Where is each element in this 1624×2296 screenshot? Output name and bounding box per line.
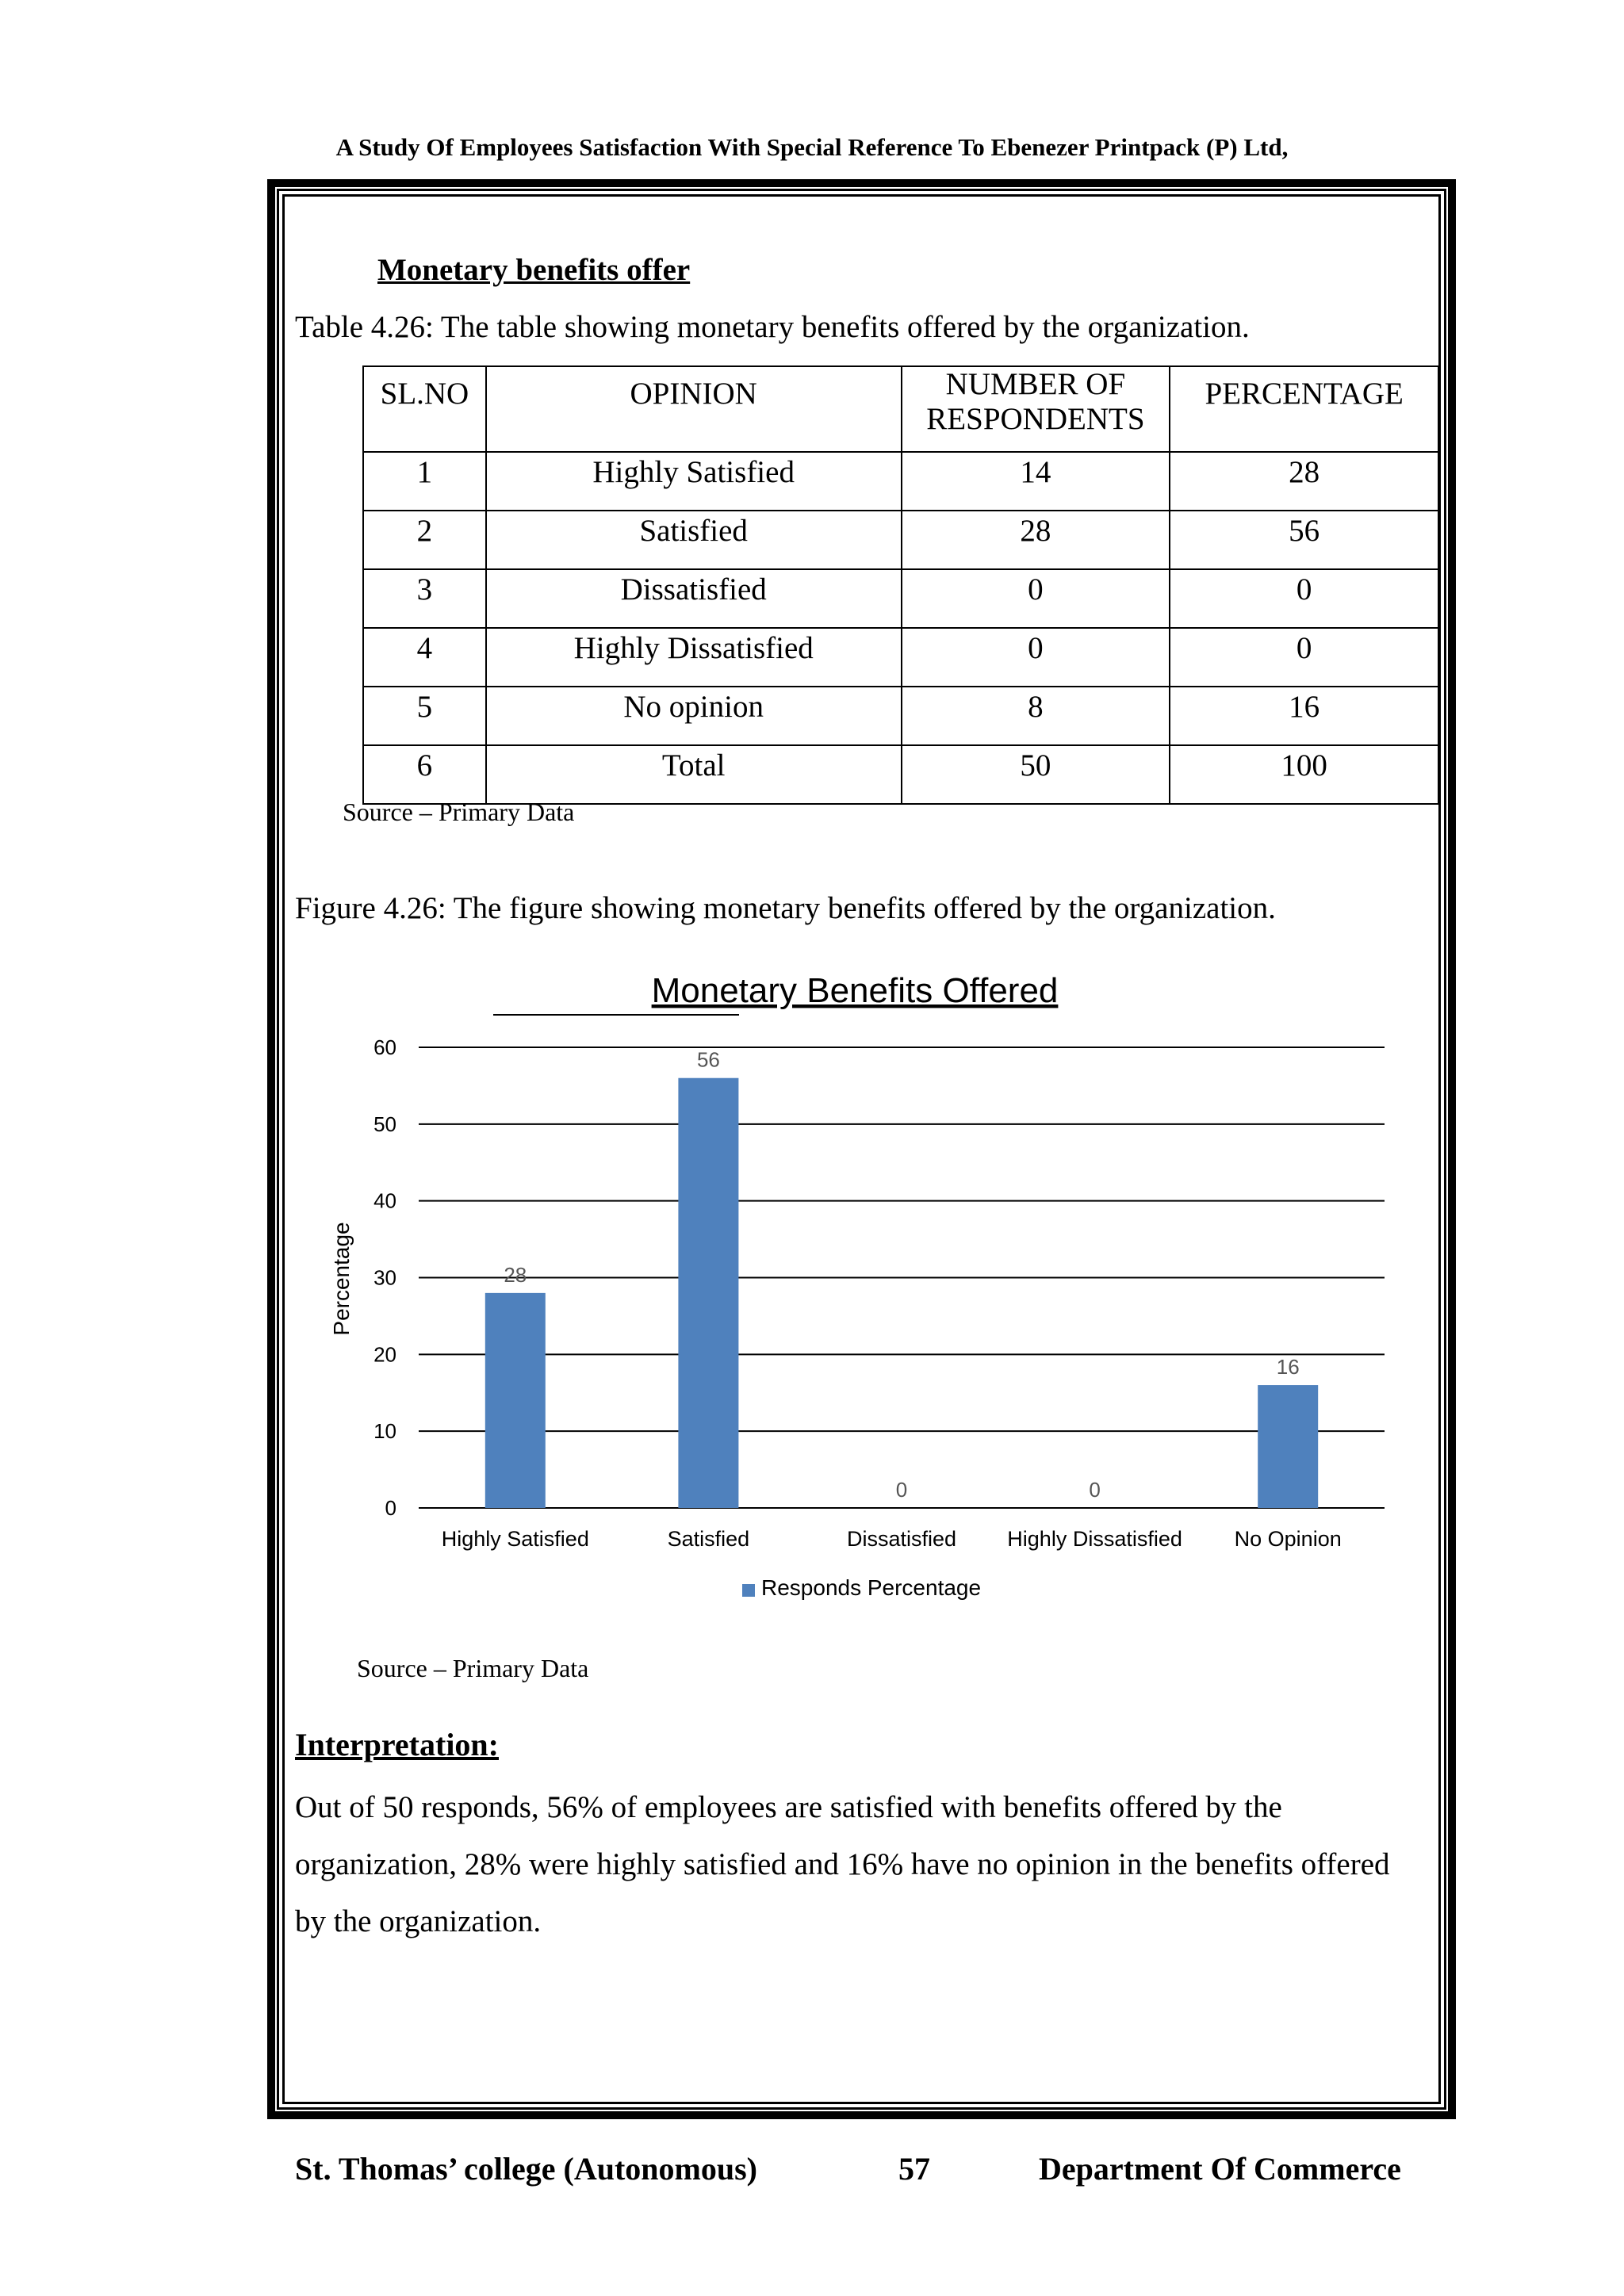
cell-opinion: Total (486, 745, 902, 804)
data-labels (504, 1048, 1299, 1502)
bar (485, 1293, 546, 1508)
cell-slno: 3 (363, 569, 486, 628)
bar (1258, 1385, 1318, 1508)
cell-percentage: 28 (1170, 452, 1438, 511)
cell-respondents: 14 (902, 452, 1170, 511)
legend-label: Responds Percentage (761, 1575, 982, 1600)
cell-percentage: 100 (1170, 745, 1438, 804)
column-header-opinion: OPINION (486, 366, 902, 452)
cell-percentage: 0 (1170, 628, 1438, 687)
cell-respondents: 0 (902, 569, 1170, 628)
x-tick-label: Highly Satisfied (441, 1527, 589, 1551)
data-label: 0 (895, 1478, 908, 1502)
y-tick-label: 10 (373, 1419, 396, 1444)
table-row (363, 511, 1438, 569)
y-tick-label: 60 (373, 1035, 396, 1059)
y-axis-label: Percentage (329, 1222, 354, 1336)
column-header-percentage: PERCENTAGE (1170, 366, 1438, 452)
section-heading: Monetary benefits offer (377, 253, 691, 287)
table-row (363, 687, 1438, 745)
table-caption: Table 4.26: The table showing monetary benefits offered by the organization. (295, 310, 1250, 344)
running-header: A Study Of Employees Satisfaction With Special Reference To Ebenezer Printpack (P) Ltd, (335, 133, 1289, 161)
y-tick-label: 0 (385, 1496, 396, 1520)
cell-respondents: 8 (902, 687, 1170, 745)
cell-opinion: Highly Satisfied (486, 452, 902, 511)
table-row (363, 745, 1438, 804)
cell-respondents: 0 (902, 628, 1170, 687)
gridlines (419, 1047, 1385, 1508)
footer-page-number: 57 (898, 2151, 930, 2187)
footer-college: St. Thomas’ college (Autonomous) (295, 2151, 757, 2187)
bar (678, 1078, 738, 1508)
data-label: 56 (696, 1047, 720, 1072)
table-row (363, 628, 1438, 687)
data-label: 16 (1276, 1355, 1300, 1380)
footer-department: Department Of Commerce (1039, 2151, 1401, 2187)
y-tick-label: 50 (373, 1112, 396, 1136)
y-tick-label: 30 (373, 1265, 396, 1290)
cell-opinion: No opinion (486, 687, 902, 745)
data-label: 0 (1089, 1478, 1101, 1502)
cell-percentage: 16 (1170, 687, 1438, 745)
y-tick-label: 40 (373, 1188, 396, 1213)
cell-respondents: 28 (902, 511, 1170, 569)
table-row (363, 569, 1438, 628)
bar-chart (301, 951, 1427, 1617)
cell-respondents: 50 (902, 745, 1170, 804)
monetary-benefits-table (362, 365, 1439, 805)
cell-slno: 6 (363, 745, 486, 804)
column-header-slno: SL.NO (363, 366, 486, 452)
cell-opinion: Dissatisfied (486, 569, 902, 628)
column-header-respondents: NUMBER OF RESPONDENTS (902, 366, 1170, 452)
legend-swatch (742, 1584, 755, 1597)
y-tick-label: 20 (373, 1342, 396, 1367)
data-label: 28 (504, 1262, 527, 1287)
y-axis-ticks (373, 1035, 396, 1520)
cell-percentage: 0 (1170, 569, 1438, 628)
chart-title: Monetary Benefits Offered (651, 971, 1059, 1010)
figure-source-note: Source – Primary Data (357, 1654, 589, 1682)
x-tick-label: Highly Dissatisfied (1007, 1527, 1182, 1551)
cell-opinion: Highly Dissatisfied (486, 628, 902, 687)
x-tick-label: Satisfied (667, 1527, 750, 1551)
table-header-row (363, 366, 1438, 452)
x-tick-label: Dissatisfied (846, 1527, 957, 1551)
figure-caption: Figure 4.26: The figure showing monetary benefits offered by the organization. (295, 891, 1276, 925)
bars (485, 1078, 1318, 1508)
interpretation-text: Out of 50 responds, 56% of employees are satisfied with benefits offered by the organization, 28% were highly satisfied and 16% have no opinion in the benefits offered by the organization. (295, 1790, 1390, 1938)
cell-slno: 1 (363, 452, 486, 511)
cell-slno: 5 (363, 687, 486, 745)
x-tick-label: No Opinion (1234, 1527, 1342, 1551)
table-source-note: Source – Primary Data (343, 798, 575, 826)
cell-opinion: Satisfied (486, 511, 902, 569)
x-axis-ticks (442, 1527, 1342, 1551)
cell-slno: 2 (363, 511, 486, 569)
cell-slno: 4 (363, 628, 486, 687)
table-row (363, 452, 1438, 511)
cell-percentage: 56 (1170, 511, 1438, 569)
interpretation-heading: Interpretation: (295, 1727, 499, 1762)
